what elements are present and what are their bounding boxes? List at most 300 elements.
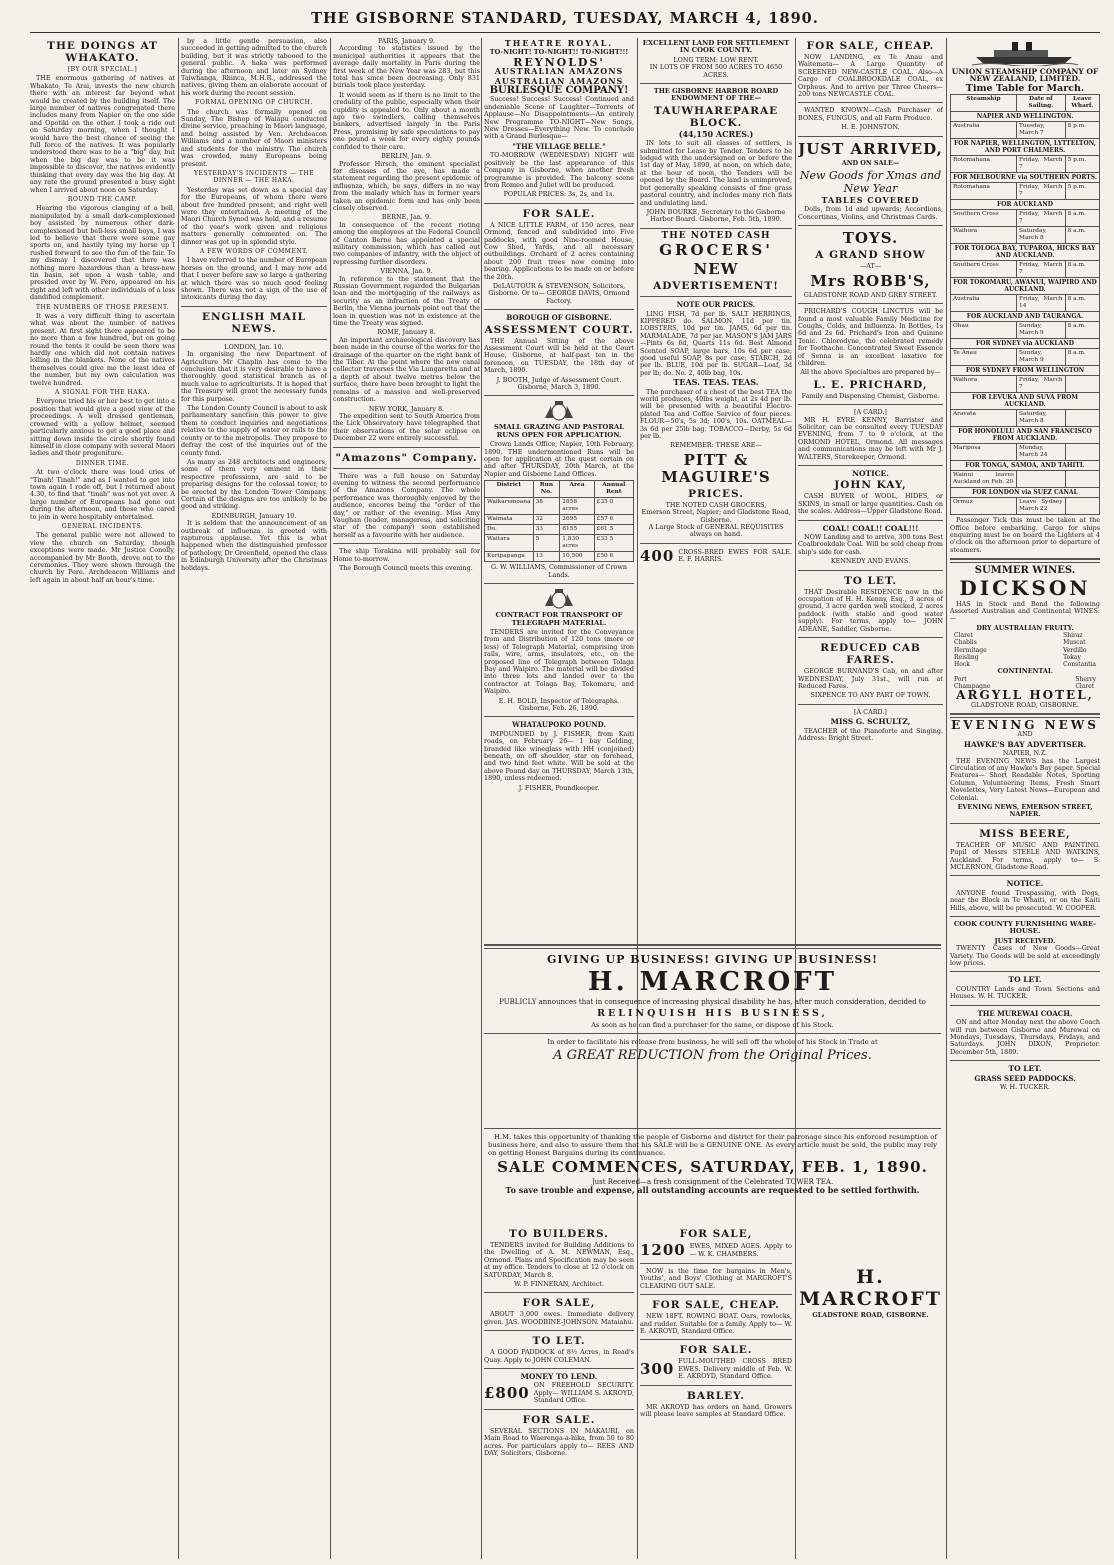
table-header: Date of Sailing.: [1017, 95, 1066, 112]
miss-beere-heading: MISS BEERE,: [979, 827, 1071, 840]
divider: [484, 1128, 941, 1129]
table-row: [485, 515, 634, 525]
table-cell: Rotomahana: [951, 156, 1017, 173]
table-cell: Saturday, March 8: [1017, 227, 1066, 244]
timetable-destination-row: [951, 366, 1100, 376]
table-cell: Friday, March 7: [1017, 183, 1066, 200]
timetable-destination-row: [951, 339, 1100, 349]
money-amount: £800: [484, 1384, 530, 1403]
ad-text: PRICHARD'S COUGH LINCTUS will be found a most valuable Family Medicine for Coughs, Colds, and Influenza. In Bottles, 1s 6d and 2s 6d. Prichard's Iron and Quinine Tonic. Chlorodyne, the celebrated remedy for Toothache. Concentrated Sweet Essence of Senna is an excellent laxative for children.: [798, 307, 943, 367]
article-text: The ship Torakina will probably sail for Home to-morrow.: [333, 547, 480, 563]
list-item: Shiraz: [1063, 632, 1083, 640]
burlesque-heading: BURLESQUE COMPANY!: [489, 85, 629, 97]
article-text: Everyone tried his or her best to get into a position that would give a good view of the proceedings. A well dressed gentleman, crowned with a yellow helmet, seemed particularly anxious to get a good place and sitting down inside the circle shortly found himself in close company with several Maori ladies and their progeniture.: [30, 397, 175, 458]
table-cell: Friday, March 7: [1017, 261, 1066, 278]
argyll-address: GLADSTONE ROAD, GISBORNE.: [970, 700, 1080, 709]
article-text: by a little gentle persuasion, also succeeded in getting admitted to the church building, but it was strictly tabooed to the general public. A haka was performed during the afternoon and later on Sydney Taiwhanga, Rhinca, M.H.R., addressed the natives, giving them an elaborate account of his work during the recent session.: [181, 38, 327, 97]
table-header: Run No.: [533, 481, 560, 498]
table-cell: Australia: [951, 295, 1017, 312]
column-2: [181, 38, 327, 1559]
article-text: According to statistics issued by the municipal authorities it appears that the average daily mortality in Paris during the first week of the New Year was 283, but this total has since been decreasing. Only 831 burials took place yesterday.: [333, 44, 480, 90]
table-cell: 5 p.m.: [1065, 156, 1099, 173]
ad-signature: KENNEDY AND EVANS.: [830, 557, 911, 566]
tower-tea-note: Just Received—a fresh consignment of the Celebrated TOWER TEA.: [591, 1178, 834, 1186]
timetable-destination: FOR SYDNEY via AUCKLAND: [951, 339, 1100, 349]
timetable-destination-row: [951, 139, 1100, 156]
table-cell: 8 a.m.: [1065, 227, 1099, 244]
timetable-destination-row: [951, 200, 1100, 210]
napier: NAPIER, N.Z.: [1002, 749, 1048, 758]
table-cell: 2858 acres: [560, 498, 594, 515]
table-cell: Friday, March 7: [1017, 210, 1066, 227]
settle-accounts-note: To save trouble and expense, all outstanding accounts are requested to be settled forthwith.: [505, 1185, 920, 1195]
subheading: DINNER TIME.: [75, 459, 130, 467]
table-row: [485, 535, 634, 552]
table-cell: Rotomahana: [951, 183, 1017, 200]
timetable-destination: FOR TOKOMARU, AWANUI, WAIPIRO AND AUCKLAND.: [951, 278, 1100, 295]
ad-text: THE EVENING NEWS has the Largest Circulation of any Hawke's Bay paper. Special Features— Short Readable Notes, Sporting Column, Volunteering Items, Fresh Smart Novelettes, Very Latest News—European and Colonial.: [950, 756, 1100, 802]
table-cell: Southern Cross: [951, 261, 1017, 278]
note-prices: NOTE OUR PRICES.: [676, 300, 756, 310]
table-row: [951, 227, 1100, 244]
column-rule: [178, 38, 179, 1559]
article-text: The expedition sent to South America from the Lick Observatory have telegraphed that their observations of the solar eclipse on December 22 were entirely successful.: [333, 411, 480, 443]
timetable-destination: NAPIER AND WELLINGTON.: [951, 112, 1100, 122]
table-cell: 10,500: [560, 552, 594, 562]
ad-text: NOW LANDING, ex Te Anau and Waitemata— A Large Quantity of SCREENED NEW-CASTLE COAL. Also—A Cargo of COALBROOKDALE COAL, ex Orpheus. And to arrive per Three Cheers—200 tons NEWCASTLE COAL.: [798, 53, 943, 99]
timetable-destination-row: [951, 173, 1100, 183]
table-cell: Friday, March 14: [1017, 295, 1066, 312]
divider: [484, 395, 634, 396]
reduced-fares-heading: REDUCED CAB FARES.: [820, 642, 921, 667]
for-sale-heading: FOR SALE.: [522, 1413, 596, 1426]
ad-text: TENDERS are invited for the Conveyance from and Distribution of 120 tons (more or less) of Telegraph Material, comprising iron rails, wire, arms, insulators, etc., on the proposed line of Telegraph between Tolaga Bay and Waipiro. The material will be divided into three lots and landed over to the contractor at Tolaga Bay, Tokomaru, and Waipiro.: [484, 627, 634, 696]
divider: [798, 465, 943, 466]
to-let-heading: TO LET.: [843, 574, 898, 587]
timetable-destination: FOR NAPIER, WELLINGTON, LYTTELTON, AND PORT CHALMERS.: [951, 139, 1100, 156]
dateline: LONDON, Jan. 10.: [224, 342, 284, 351]
table-cell: 32: [533, 515, 560, 525]
section-headline: ENGLISH MAIL NEWS.: [201, 310, 307, 335]
grazing-heading: SMALL GRAZING AND PASTORAL RUNS OPEN FOR APPLICATION.: [493, 423, 625, 439]
timetable-destination: FOR AUCKLAND: [951, 200, 1100, 210]
table-cell: 13: [533, 552, 560, 562]
column-1: [30, 38, 175, 1559]
ad-text: IN lots to suit all classes of settlers, is submitted for Lease by Tender. Tenders to be lodged with the undersigned on or before the 1st day of May, 1890, at noon, on which date, at the hour of noon, the Tenders will be opened by the Board. The land is unimproved, but generally speaking consists of fine grass pastoral country, and includes many rich flats and undulating land.: [640, 139, 792, 207]
ad-text: SEVERAL SECTIONS IN MAKAURI, on Main Road to Waerenga-a-hika, from 50 to 80 acres. For particulars apply to— REES AND DAY, Solicitors, Gisborne.: [484, 1426, 634, 1457]
list-item: Claret: [1075, 682, 1095, 690]
divider: [333, 468, 480, 469]
article-text: It would seem as if there is no limit to the credulity of the public, especially when their cupidity is appealed to. Only about a month ago two swindlers, calling themselves bankers, advertised largely in the Paris Press, promising by safe speculations to pay one pound a week for every eighty pounds confided to their care.: [333, 90, 480, 151]
card-label: [A CARD.]: [854, 707, 887, 716]
grazing-table: [484, 480, 634, 562]
ad-text: As soon as he can find a purchaser for the same, or dispose of his Stock.: [591, 1021, 834, 1029]
table-cell: 8 a.m.: [1065, 322, 1099, 339]
prices-heading: PRICES.: [688, 487, 744, 500]
marcroft-address: GLADSTONE ROAD, GISBORNE.: [812, 1311, 929, 1319]
column-6: [798, 38, 943, 937]
timetable-destination-row: [951, 461, 1100, 471]
column-rule: [330, 38, 331, 1559]
for-sale-heading: FOR SALE,: [679, 1228, 753, 1240]
great-reduction-heading: A GREAT REDUCTION from the Original Prices.: [553, 1048, 872, 1063]
column-7: [950, 38, 1100, 1559]
masthead: THE GISBORNE STANDARD, TUESDAY, MARCH 4, 1890.: [30, 10, 1100, 33]
money-ad: [484, 1382, 634, 1404]
table-cell: £50 6: [594, 552, 633, 562]
column-rule: [481, 38, 482, 1559]
table-cell: 8 a.m.: [1065, 210, 1099, 227]
to-let-heading: TO LET.: [532, 1335, 586, 1348]
table-cell: Wainui leaves Auckland on Feb. 20: [951, 471, 1017, 488]
ad-text: COUNTRY Lands and Town Sections and Houses. W. H. TUCKER.: [950, 984, 1100, 1001]
furnishing-heading: COOK COUNTY FURNISHING WARE-HOUSE.: [953, 920, 1097, 936]
divider: [640, 1294, 792, 1295]
ad-text: THE Annual Sitting of the above Assessment Court will be held at the Court House, Gisborne, at half-past ten in the forenoon, on TUESDAY, the 18th day of March, 1890.: [484, 336, 634, 375]
new-goods-heading: New Goods for Xmas and New Year: [799, 169, 942, 196]
ad-text: TEACHER of the Pianoforte and Singing. Address: Bright Street.: [798, 726, 943, 742]
column-5: [640, 38, 792, 937]
column-4: [484, 38, 634, 937]
ad-text: IMPOUNDED by J. FISHER, from Kaiti roads, on February 26— 1 bay Gelding, branded like wineglass with HH (conjoined) beneath, on off shoulder, star on forehead, and two hind feet white. Will be sold at the above Pound day on THURSDAY, March 13th, 1890, unless redeemed.: [484, 729, 634, 783]
ad-text: TO-MORROW (WEDNESDAY) NIGHT will positively be the last appearance of this Company in Gisborne, when another fresh programme is provided. The balcony scene from Romeo and Juliet will be produced.: [484, 151, 634, 189]
crossbred-number: 400: [640, 546, 675, 565]
divider: [950, 875, 1100, 876]
divider: [484, 1033, 941, 1034]
article-text: An important archaeological discovery has been made in the course of the works for the drainage of the quarter on the right bank of the Tiber. At the point where the new canal collector traverses the Via Lungaretta and at a depth of about twelve metres below the surface, there have been brought to light the remains of a massive and well-preserved construction.: [333, 335, 480, 404]
noted-cash-grocers: THE NOTED CASH GROCERS,: [665, 500, 767, 509]
article-text: Hearing the vigorous clanging of a bell, manipulated by a small dark-complexioned boy assisted by numerous other dark-complexioned but bell-less small boys, I was led to believe that there were some gay sports on, and hastily tying my horse up I rushed forward to see the fun of the fair. To my dismay I discovered that there was nothing more hazardous than a brass-new tin basin, set upon a wash table, and presided over by W. Pere, appeared on his right and left with other individuals of a less dandified complement.: [30, 204, 175, 302]
timetable-destination: FOR HONOLULU AND SAN FRANCISCO FROM AUCKLAND.: [951, 427, 1100, 444]
ad-text: A GOOD PADDOCK of 8½ Acres, in Read's Quay. Apply to JOHN COLEMAN.: [484, 1348, 634, 1364]
new-heading: NEW: [693, 260, 739, 279]
article-text: In reference to the statement that the Russian Government regarded the Bulgarian loan and the mortgaging of the railways as security as an infraction of the Treaty of Berlin, the Vienna journals point out that the loan in question was not in existence at the time the Treaty was signed.: [333, 274, 480, 328]
divider: [640, 83, 792, 84]
table-cell: Waimata: [485, 515, 534, 525]
divider: [484, 1292, 634, 1293]
ad-signature: DeLAUTOUR & STEVENSON, Solicitors, Gisborne. Or to— GEORGE DAVIS, Ormond Factory.: [488, 281, 630, 305]
john-kay-heading: JOHN KAY,: [834, 479, 907, 492]
table-cell: Tuesday, March 7: [1017, 122, 1066, 139]
divider: [950, 971, 1100, 972]
table-row: [951, 498, 1100, 515]
table-cell: Kuripapanga: [485, 552, 534, 562]
article-text: The Borough Council meets this evening.: [339, 564, 473, 572]
table-row: [951, 322, 1100, 339]
table-header: Steamship: [951, 95, 1017, 112]
ad-text: NOW Landing and to arrive, 300 tons Best Coalbrookdale Coal. Will be sold cheap from ship's side for cash.: [798, 533, 943, 556]
royal-arms-icon: [539, 400, 579, 422]
divider: [798, 704, 943, 705]
article-text: Professor Hirsch, the eminent specialist for diseases of the eye, has made a statement regarding the present epidemic of influenza, which, he says, differs in no way from the malady which has in former years taken an epidemic form and has only been closely observed.: [333, 159, 480, 212]
list-item: Port: [954, 675, 967, 683]
table-cell: [1065, 410, 1099, 427]
divider: [333, 447, 480, 448]
ad-text: CROSS-BRED EWES FOR SALE. E. F. HARRIS.: [678, 547, 792, 564]
divider: [484, 583, 634, 584]
grocer-address: Emerson Street, Napier; and Gladstone Road, Gisborne.: [641, 508, 791, 524]
all-above: All the above Specialties are prepared by—: [800, 368, 941, 377]
prichard-title: Family and Dispensing Chemist, Gisborne.: [801, 391, 940, 400]
table-row: [951, 349, 1100, 366]
table-cell: [1065, 498, 1099, 515]
divider: [181, 339, 327, 340]
ewes-ad: [640, 1242, 792, 1259]
dateline: ROME, January 8.: [377, 328, 436, 337]
divider: [950, 823, 1100, 824]
dateline: EDINBURGH, January 10.: [211, 511, 297, 520]
builders-heading: TO BUILDERS.: [509, 1228, 609, 1240]
crossbred-ad: [640, 1358, 792, 1380]
divider: [950, 1005, 1100, 1006]
dateline: NEW YORK, January 8.: [368, 404, 445, 413]
and-on-sale: AND ON SALE—: [841, 158, 900, 167]
assessment-heading: ASSESSMENT COURT.: [484, 323, 634, 336]
table-cell: 8 a.m.: [1065, 349, 1099, 366]
ad-text: TWENTY Cases of New Goods—Great Variety. The Goods will be sold at exceedingly low prices.: [950, 944, 1100, 968]
table-cell: [1065, 471, 1099, 488]
money-heading: MONEY TO LEND.: [520, 1372, 598, 1382]
evening-news-heading: EVENING NEWS: [951, 717, 1099, 732]
ad-text: PUBLICLY announces that in consequence of increasing physical disability he has, after much consideration, decided to: [499, 998, 926, 1006]
list-item: Claret: [954, 632, 973, 640]
section-headline: "Amazons" Company.: [335, 451, 478, 464]
divider: [181, 306, 327, 307]
table-cell: Sunday, March 9: [1017, 322, 1066, 339]
sale-commences-heading: SALE COMMENCES, SATURDAY, FEB. 1, 1890.: [497, 1158, 928, 1176]
ad-text: EWES, MIXED AGES. Apply to— W. K. CHAMBERS.: [689, 1242, 792, 1258]
subheading: ROUND THE CAMP.: [67, 195, 138, 203]
notice-heading: NOTICE.: [852, 469, 889, 478]
ad-signature: H. E. JOHNSTON.: [841, 123, 900, 132]
article-text: The church was formally opened on Sunday, The Bishop of Waiapu conducted divine service, preaching in Maori language, and being assisted by Ven. Archdeacon Williams and a number of Maori ministers and students for the ministry. The church was crowded, many Europeans being present.: [181, 107, 327, 168]
ad-text: MR AKROYD has orders on hand. Growers will please leave samples at Standard Office.: [640, 1402, 792, 1419]
marcroft-advertisement-cont: [484, 1124, 941, 1222]
card-label: [A CARD.]: [854, 408, 887, 417]
table-cell: £35 0: [594, 498, 633, 515]
notice-heading: NOTICE.: [1006, 879, 1044, 889]
table-row: [951, 376, 1100, 393]
table-cell: Waitara: [485, 535, 534, 552]
divider: [798, 136, 943, 137]
divider: [640, 228, 792, 229]
grand-show-heading: A GRAND SHOW: [815, 249, 926, 262]
tauwhareparae-heading: TAUWHAREPARAE BLOCK.: [653, 104, 779, 129]
table-row: [485, 525, 634, 535]
long-term: LONG TERM: LOW RENT.: [673, 55, 759, 64]
table-row: [485, 498, 634, 515]
subscription: EVENING NEWS, EMERSON STREET, NAPIER.: [957, 802, 1093, 819]
article-headline: THE DOINGS AT WHAKATO.: [47, 40, 158, 64]
dateline: PARIS, January 9.: [377, 38, 436, 45]
at: —AT—: [859, 262, 882, 271]
tables-covered: TABLES COVERED: [821, 195, 920, 206]
for-sale-heading: FOR SALE,: [522, 1297, 596, 1310]
ad-signature: JOHN BOURKE, Secretary to the Gisborne Harbor Board. Gisborne, Feb. 5th, 1890.: [646, 207, 786, 224]
table-cell: Monday, March 24: [1017, 444, 1066, 461]
dickson-heading: DICKSON: [959, 575, 1091, 600]
article-text: Yesterday was set down as a special day for the Europeans, of whom there were about five hundred present, and right well were they entertained. A meeting of the Maori Church Synod was held, and a resume of the year's work given and religious matters generally commented on. The dinner was got up in splendid style.: [181, 185, 327, 246]
column-3: [333, 38, 480, 1559]
table-row: [951, 210, 1100, 227]
table-row: [951, 261, 1100, 278]
grocers-heading: GROCERS': [659, 241, 773, 260]
divider: [950, 558, 1100, 563]
wine-list-right: [1063, 632, 1096, 668]
divider: [798, 570, 943, 571]
table-cell: Do.: [485, 525, 534, 535]
list-item: Reisling: [954, 653, 979, 661]
article-text: As many as 248 architects and engineers, some of them very eminent in their respective professions, are said to be preparing designs for the colossal tower, to be erected by the London Tower Company. Certain of the designs are too unlikely to be good and striking.: [181, 457, 327, 511]
table-cell: 33: [533, 525, 560, 535]
ad-text: GEORGE BURNAND'S Cab, on and after WEDNESDAY, July 31st., will run at Reduced Fares.: [798, 667, 943, 690]
list-item: Sherry: [1075, 675, 1096, 683]
divider: [484, 1330, 634, 1331]
divider: [798, 303, 943, 304]
ad-signature: G. W. WILLIAMS, Commissioner of Crown Lands.: [491, 563, 627, 579]
table-row: [951, 156, 1100, 173]
toys-heading: TOYS.: [842, 229, 899, 248]
sixpence: SIXPENCE TO ANY PART OF TOWN.: [810, 691, 931, 700]
article-text: The general public were not allowed to view the church on Saturday, though exceptions were made. Mr Justice Conolly, accompanied by Mr Booth, drove out to the ceremonies. They were shown through the church by Pere. Archdeacon Williams and left again in about half an hour's time.: [30, 531, 175, 584]
royal-arms-icon: [539, 588, 579, 610]
acres-heading: (44,150 ACRES.): [678, 128, 754, 139]
subheading: A FEW WORDS OF COMMENT.: [199, 247, 309, 255]
table-header: District: [485, 481, 534, 498]
timetable-destination-row: [951, 278, 1100, 295]
divider: [484, 716, 634, 717]
giving-up-heading: GIVING UP BUSINESS! GIVING UP BUSINESS!: [547, 953, 878, 966]
village-belle: "THE VILLAGE BELLE.": [512, 141, 606, 151]
steamship-icon: [970, 40, 1080, 66]
divider: [640, 1385, 792, 1386]
noted-cash-heading: THE NOTED CASH: [661, 230, 771, 241]
timetable-destination-row: [951, 427, 1100, 444]
timetable-destination-row: [951, 244, 1100, 261]
divider: [798, 520, 943, 521]
list-item: Hermitage: [954, 646, 987, 654]
article-text: At two o'clock there was loud cries of "Tinah! Tinah!" and as I wanted to get into town again I rode off, but I returned about 4.30, to find that "tinah" was not yet over. A large number of Europeans had gone out during the afternoon, and those who cared to join in were hospitably entertained.: [30, 468, 175, 521]
table-row: [951, 471, 1100, 488]
table-cell: [1017, 471, 1066, 488]
timetable-destination: FOR MELBOURNE via SOUTHERN PORTS.: [951, 173, 1100, 183]
table-cell: 8155: [560, 525, 594, 535]
wine-list-left: [954, 632, 987, 668]
ad-text: NOW is the time for bargains in Men's, Youths', and Boys' Clothing at MARCROFT'S CLEARING OUT SALE.: [640, 1267, 792, 1290]
marcroft-heading: H. MARCROFT: [588, 967, 837, 997]
timetable-destination-row: [951, 112, 1100, 122]
wine-list: [950, 632, 1100, 668]
table-cell: Aravata: [951, 410, 1017, 427]
divider: [798, 637, 943, 638]
timetable-destination: FOR TOLOGA BAY, TUPAROA, HICKS BAY AND AUCKLAND.: [951, 244, 1100, 261]
table-row: [485, 552, 634, 562]
table-cell: 8 a.m.: [1065, 295, 1099, 312]
teas-heading: TEAS. TEAS. TEAS.: [673, 377, 759, 388]
timetable-destination: FOR SYDNEY FROM WELLINGTON: [951, 366, 1100, 376]
article-text: THE enormous gathering of natives at Whakato, Te Arai, invests the new church there with an interest far beyond what would be created by the building itself. The large number of natives congregated there includes many from Napier on the one side and Opotiki on the other. I took a ride out on Saturday morning, when I thought I would have the best chance of seeing the full force of the natives. It was popularly understood there was to be a "big" day, but when the big day was to be it was impossible to discover, the natives evidently thinking that every day was the big day. At any rate the ground presented a busy sight when I arrived about noon on Saturday.: [30, 74, 175, 194]
table-cell: Te Anau: [951, 349, 1017, 366]
ad-text: ON FREEHOLD SECURITY. Apply— WILLIAM S. AKROYD, Standard Office.: [533, 1381, 634, 1405]
article-text: The London County Council is about to ask parliamentary sanction this power to give them to conduct inquiries and negotiations relative to the supply of water or rails to the county or to the metropolis. They propose to defray the cost of the inquiries out of the county fund.: [181, 404, 327, 457]
table-row: [951, 410, 1100, 427]
grass-seed-heading: GRASS SEED PADDOCKS.: [974, 1073, 1076, 1083]
timetable-destination: FOR LONDON via SUEZ CANAL: [951, 488, 1100, 498]
list-item: Constantia: [1063, 661, 1096, 669]
divider: [640, 1263, 792, 1264]
dateline: VIENNA, Jan. 9.: [380, 267, 433, 276]
amazons-heading: AUSTRALIAN AMAZONS: [494, 75, 624, 86]
byline: [BY OUR SPECIAL.]: [67, 66, 138, 73]
ad-text: The purchaser of a chest of the best TEA the world produces, 40lbs weight, at 2s 4d per lb. will be presented with a beautiful Electro-plated Tea and Coffee Service of four pieces. FLOUR—50's, 5s 3d; 100's, 10s. OATMEAL—3s 6d per 25lb bag. TOBACCO—Derby, 5s 6d per lb.: [640, 387, 792, 441]
table-cell: Friday, March 7: [1017, 376, 1066, 393]
land-heading: EXCELLENT LAND FOR SETTLEMENT IN COOK COUNTY.: [642, 39, 790, 55]
ad-text: Crown Lands Office, Napier, 10th February, 1890. THE undermentioned Runs will be open for application at the quest certain on and after THURSDAY, 20th March, at the Napier and Gisborne Land Offices.: [484, 440, 634, 478]
borough-heading: BOROUGH OF GISBORNE.: [506, 313, 612, 323]
article-text: There was a full house on Saturday evening to witness the second performance of the Amazons Company. The whole performance was thoroughly enjoyed by the audience, encores being the "order of the day," or rather of the evening. Miss Amy Vaughan (leader, manageress, and soliciting star of the company) soon established herself as a favourite with her audience.: [333, 471, 480, 539]
article-text: It is seldom that the announcement of an outbreak of influenza is greeted with rapturous applause. Yet this is what happened when the distinguished professor of pathology, Dr Greenfield, opened the class in Edinburgh University after the Christmas holidays.: [181, 519, 327, 572]
mrs-robbs-heading: Mrs ROBB'S,: [810, 271, 931, 290]
argyll-heading: ARGYLL HOTEL,: [956, 688, 1094, 703]
list-item: Hock: [954, 661, 970, 669]
timetable-destination-row: [951, 488, 1100, 498]
just-arrived-heading: JUST ARRIVED,: [798, 139, 943, 158]
ad-signature: J. FISHER, Poundkeeper.: [518, 783, 600, 792]
ad-text: ABOUT 3,000 ewes. Immediate delivery given. JAS. WOODBINE-JOHNSON. Mataiahu.: [484, 1310, 634, 1326]
just-received: JUST RECEIVED.: [994, 936, 1056, 945]
article-text: In consequence of the recent rioting among the employees at the Federal Council of Canton Berne has appointed a special military commission, which has called out two companies of infantry, with the object of repressing further disorders.: [333, 220, 480, 266]
ad-text: TEACHER OF MUSIC AND PAINTING. Pupil of Messrs STEELE AND WATKINS, Auckland. For terms, apply to— S. MCLERNON, Gladstone Road.: [950, 840, 1100, 872]
table-row: [951, 122, 1100, 139]
divider: [484, 309, 634, 310]
timetable-destination: FOR TONGA, SAMOA, AND TAHITI.: [951, 461, 1100, 471]
list-item: Champagne: [954, 682, 991, 690]
reynolds-heading: REYNOLDS': [513, 55, 605, 69]
ad-text: FULL-MOUTHED CROSS BRED EWES. Delivery middle of Feb. W. E. AKROYD, Standard Office.: [678, 1357, 792, 1381]
table-row: [951, 183, 1100, 200]
divider: [798, 225, 943, 226]
subheading: YESTERDAY'S INCIDENTS — THE DINNER — THE HAKA.: [194, 169, 314, 185]
column-5-lower: [640, 1226, 792, 1559]
table-cell: Ohau: [951, 322, 1017, 339]
divider: [640, 296, 792, 297]
and-word: AND: [1017, 730, 1033, 739]
advertisement-heading: ADVERTISEMENT!: [653, 280, 779, 293]
table-cell: 5: [533, 535, 560, 552]
to-let-heading: TO LET.: [1008, 1064, 1042, 1074]
divider: [950, 1060, 1100, 1061]
divider: [950, 916, 1100, 917]
table-cell: Mariposa: [951, 444, 1017, 461]
union-steamship-heading: UNION STEAMSHIP COMPANY OF NEW ZEALAND, LIMITED.: [951, 67, 1099, 84]
contract-heading: CONTRACT FOR TRANSPORT OF TELEGRAPH MATERIAL.: [495, 611, 623, 627]
ad-text: H.M. takes this opportunity of thanking the people of Gisborne and district for their patronage since his enforced resumption of business here, and also to assure them that his SALE will be a GENUINE ONE. As every article must be sold, the public may rely on getting Honest Bargains during its continuance.: [488, 1133, 937, 1157]
table-header: Leave Wharf.: [1065, 95, 1099, 112]
ad-text: Dolls, from 1d and upwards; Accordions, Concertinas, Violins, and Christmas Cards.: [798, 205, 943, 221]
pitt-maguire-heading: PITT & MAGUIRE'S: [661, 450, 771, 486]
to-let-heading: TO LET.: [1008, 975, 1042, 985]
table-cell: £57 6: [594, 515, 633, 525]
table-cell: 8 p.m.: [1065, 122, 1099, 139]
subheading: FORMAL OPENING OF CHURCH.: [195, 99, 313, 107]
ad-signature: W. H. TUCKER.: [1000, 1082, 1050, 1091]
summer-wines-heading: SUMMER WINES.: [974, 565, 1076, 577]
ad-text: CASH BUYER of WOOL, HIDES, or SKINS, in small or large quantities. Cash on the scales. Address—Upper Gladstone Road.: [798, 492, 943, 516]
table-cell: Leave Sydney March 22: [1017, 498, 1066, 515]
column-6-lower: [798, 1226, 943, 1559]
stock-note: A Large Stock of GENERAL REQUISITES always on hand.: [648, 523, 784, 539]
table-cell: 38: [533, 498, 560, 515]
